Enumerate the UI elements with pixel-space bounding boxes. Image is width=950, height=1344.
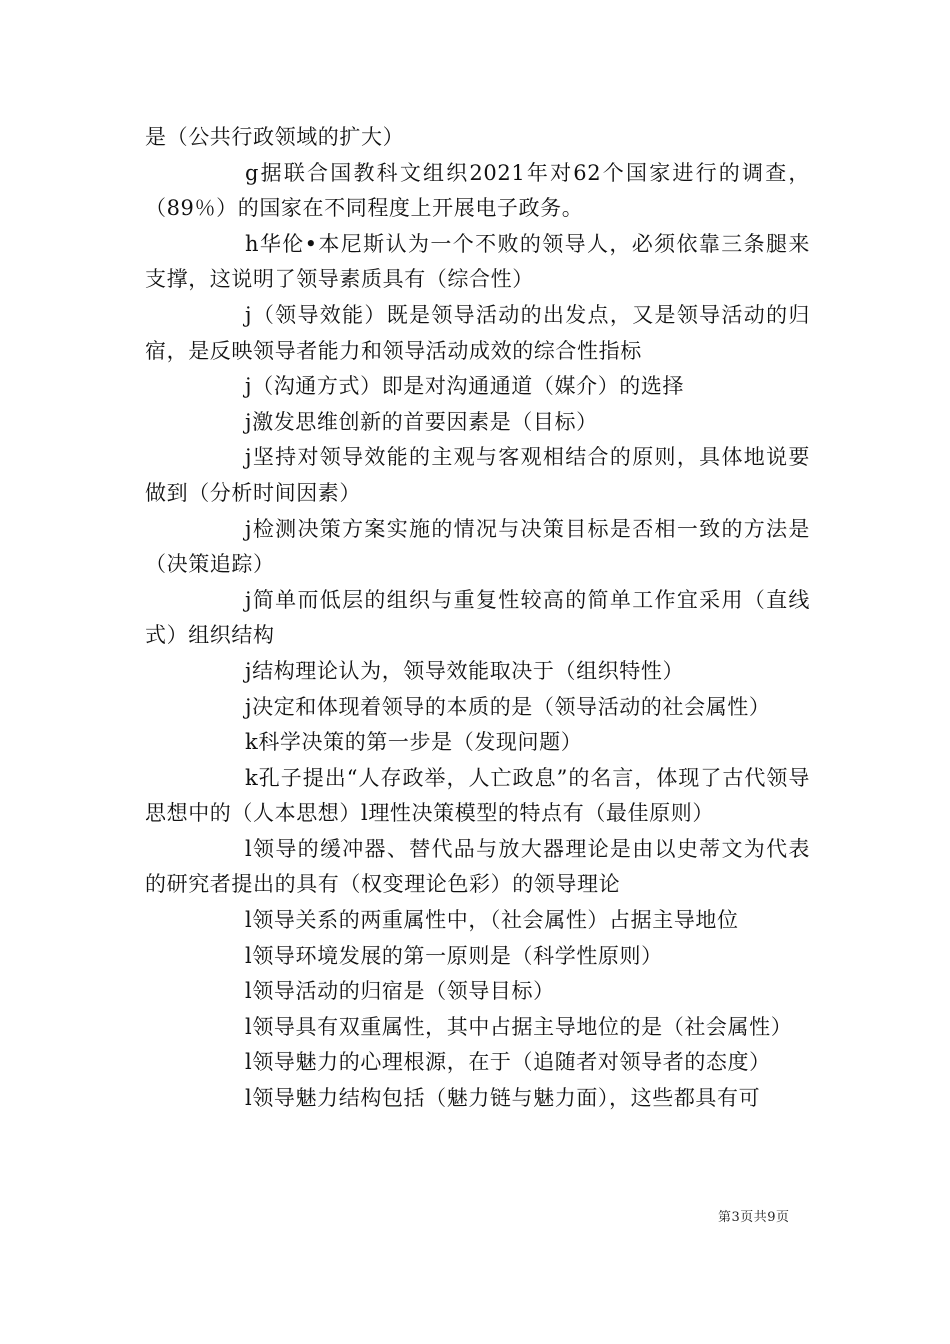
paragraph-18: l领导具有双重属性，其中占据主导地位的是（社会属性） — [245, 1014, 793, 1039]
paragraph-6: j激发思维创新的首要因素是（目标） — [245, 409, 598, 434]
paragraph-11: j决定和体现着领导的本质的是（领导活动的社会属性） — [245, 694, 771, 719]
paragraph-7: j坚持对领导效能的主观与客观相结合的原则，具体地说要做到（分析时间因素） — [145, 445, 810, 505]
paragraph-3: h华伦•本尼斯认为一个不败的领导人，必须依靠三条腿来支撑，这说明了领导素质具有（综合性） — [145, 231, 810, 292]
paragraph-1: 是（公共行政领域的扩大） — [145, 125, 405, 149]
paragraph-13: k孔子提出“人存政举，人亡政息”的名言，体现了古代领导思想中的（人本思想）l理性决策模型的特点有（最佳原则） — [145, 765, 810, 826]
paragraph-9: j简单而低层的组织与重复性较高的简单工作宜采用（直线式）组织结构 — [145, 587, 810, 648]
paragraph-10: j结构理论认为，领导效能取决于（组织特性） — [245, 658, 685, 683]
paragraph-5: j（沟通方式）即是对沟通通道（媒介）的选择 — [245, 374, 685, 399]
paragraph-19: l领导魅力的心理根源，在于（追随者对领导者的态度） — [245, 1050, 771, 1075]
paragraph-17: l领导活动的归宿是（领导目标） — [245, 979, 555, 1004]
paragraph-20: l领导魅力结构包括（魅力链与魅力面），这些都具有可 — [245, 1086, 761, 1111]
page-number-footer: 第3页共9页 — [718, 1210, 790, 1225]
paragraph-16: l领导环境发展的第一原则是（科学性原则） — [245, 943, 663, 968]
paragraph-8: j检测决策方案实施的情况与决策目标是否相一致的方法是（决策追踪） — [145, 516, 810, 577]
paragraph-12: k科学决策的第一步是（发现问题） — [245, 730, 583, 755]
document-body — [145, 120, 810, 1117]
paragraph-4: j（领导效能）既是领导活动的出发点，又是领导活动的归宿，是反映领导者能力和领导活动成效的综合性指标 — [145, 302, 810, 363]
paragraph-15: l领导关系的两重属性中，（社会属性）占据主导地位 — [245, 908, 739, 933]
paragraph-2: g据联合国教科文组织2021年对62个国家进行的调查，（89％）的国家在不同程度上开展电子政务。 — [145, 160, 810, 221]
paragraph-14: l领导的缓冲器、替代品与放大器理论是由以史蒂文为代表的研究者提出的具有（权变理论色彩）的领导理论 — [145, 836, 810, 897]
